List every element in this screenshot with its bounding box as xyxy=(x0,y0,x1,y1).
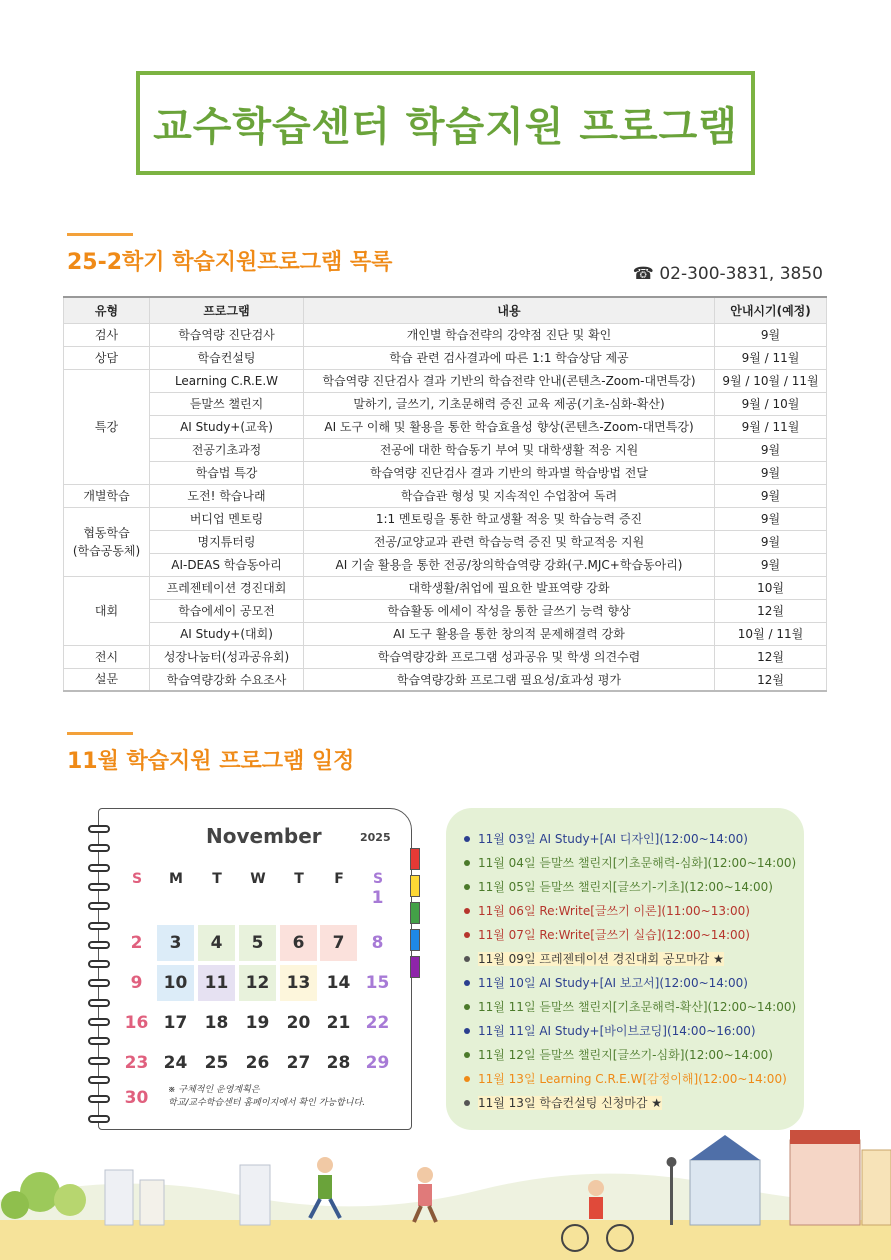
cell-content: 1:1 멘토링을 통한 학교생활 적응 및 학습능력 증진 xyxy=(304,507,715,530)
cell-period: 9월 xyxy=(715,323,827,346)
cell-period: 12월 xyxy=(715,668,827,691)
page-title: 교수학습센터 학습지원 프로그램 xyxy=(153,103,738,150)
header-type: 유형 xyxy=(64,297,150,323)
calendar-day: 17 xyxy=(163,1013,188,1033)
bullet-icon xyxy=(464,908,470,914)
schedule-item xyxy=(462,948,796,972)
calendar-year: 2025 xyxy=(360,831,391,844)
section1-title: 25-2학기 학습지원프로그램 목록 xyxy=(67,250,393,275)
table-row xyxy=(64,369,827,392)
spiral-ring xyxy=(88,1095,110,1103)
town-illustration xyxy=(0,1120,891,1260)
cell-period: 9월 xyxy=(715,553,827,576)
calendar-day: 2 xyxy=(130,933,143,953)
schedule-item xyxy=(462,1020,796,1044)
schedule-panel xyxy=(446,808,804,1130)
schedule-text: 11월 06일 Re:Write[글쓰기 이론](11:00~13:00) xyxy=(478,904,750,918)
table-row xyxy=(64,576,827,599)
header-period: 안내시기(예정) xyxy=(715,297,827,323)
schedule-text: 11월 13일 Learning C.R.E.W[감정이해](12:00~14:00) xyxy=(478,1072,787,1086)
table-row xyxy=(64,461,827,484)
cell-type: 특강 xyxy=(64,369,150,484)
notebook-tab xyxy=(410,875,420,897)
schedule-item xyxy=(462,1092,796,1116)
calendar-day: 29 xyxy=(365,1053,390,1073)
cell-program: 버디업 멘토링 xyxy=(150,507,304,530)
spiral-ring xyxy=(88,883,110,891)
table-row xyxy=(64,645,827,668)
calendar-day: 18 xyxy=(204,1013,229,1033)
calendar-day: 3 xyxy=(157,925,194,961)
spiral-ring xyxy=(88,844,110,852)
calendar-day: 23 xyxy=(124,1053,149,1073)
table-row xyxy=(64,346,827,369)
cell-type: 상담 xyxy=(64,346,150,369)
cell-program: 학습역량 진단검사 xyxy=(150,323,304,346)
cell-content: AI 도구 이해 및 활용을 통한 학습효율성 향상(콘텐츠-Zoom-대면특강) xyxy=(304,415,715,438)
cell-period: 9월 / 11월 xyxy=(715,415,827,438)
schedule-text: 11월 04일 듣말쓰 챌린지[기초문해력-심화](12:00~14:00) xyxy=(478,856,797,870)
calendar-day: 22 xyxy=(365,1013,390,1033)
calendar-day: 7 xyxy=(320,925,357,961)
schedule-item xyxy=(462,828,796,852)
cell-content: AI 기술 활용을 통한 전공/창의학습역량 강화(구.MJC+학습동아리) xyxy=(304,553,715,576)
calendar-day: 14 xyxy=(326,973,351,993)
table-row xyxy=(64,323,827,346)
spiral-ring xyxy=(88,1018,110,1026)
cell-program: 전공기초과정 xyxy=(150,438,304,461)
cell-program: Learning C.R.E.W xyxy=(150,369,304,392)
cell-content: AI 도구 활용을 통한 창의적 문제해결력 강화 xyxy=(304,622,715,645)
table-row xyxy=(64,507,827,530)
cell-content: 학습역량강화 프로그램 성과공유 및 학생 의견수렴 xyxy=(304,645,715,668)
calendar-day: 28 xyxy=(326,1053,351,1073)
bullet-icon xyxy=(464,956,470,962)
table-row xyxy=(64,484,827,507)
table-row xyxy=(64,530,827,553)
schedule-text: 11월 11일 듣말쓰 챌린지[기초문해력-확산](12:00~14:00) xyxy=(478,1000,797,1014)
bullet-icon xyxy=(464,1100,470,1106)
bullet-icon xyxy=(464,1004,470,1010)
bullet-icon xyxy=(464,884,470,890)
cell-program: AI-DEAS 학습동아리 xyxy=(150,553,304,576)
section-divider xyxy=(67,233,133,236)
cell-type: 개별학습 xyxy=(64,484,150,507)
bullet-icon xyxy=(464,1028,470,1034)
schedule-text: 11월 11일 AI Study+[바이브코딩](14:00~16:00) xyxy=(478,1024,756,1038)
cell-program: 듣말쓰 챌린지 xyxy=(150,392,304,415)
schedule-item xyxy=(462,996,796,1020)
phone-info xyxy=(633,264,823,284)
cell-program: 프레젠테이션 경진대회 xyxy=(150,576,304,599)
cell-program: 성장나눔터(성과공유회) xyxy=(150,645,304,668)
table-row xyxy=(64,392,827,415)
spiral-ring xyxy=(88,825,110,833)
cell-content: 학습역량 진단검사 결과 기반의 학습전략 안내(콘텐츠-Zoom-대면특강) xyxy=(304,369,715,392)
cell-content: 전공에 대한 학습동기 부여 및 대학생활 적응 지원 xyxy=(304,438,715,461)
cell-program: AI Study+(대회) xyxy=(150,622,304,645)
table-row xyxy=(64,553,827,576)
section-divider xyxy=(67,732,133,735)
calendar-note xyxy=(168,1084,365,1109)
calendar-day: 1 xyxy=(371,888,384,908)
spiral-ring xyxy=(88,960,110,968)
spiral-ring xyxy=(88,979,110,987)
calendar-day: 12 xyxy=(239,965,276,1001)
calendar-day: 20 xyxy=(286,1013,311,1033)
calendar-day: 4 xyxy=(198,925,235,961)
schedule-text: 11월 12일 듣말쓰 챌린지[글쓰기-심화](12:00~14:00) xyxy=(478,1048,773,1062)
weekday-label: F xyxy=(334,871,344,887)
cell-content: 말하기, 글쓰기, 기초문해력 증진 교육 제공(기초-심화-확산) xyxy=(304,392,715,415)
title-box xyxy=(136,71,755,175)
header-program: 프로그램 xyxy=(150,297,304,323)
calendar-day: 24 xyxy=(163,1053,188,1073)
header-content: 내용 xyxy=(304,297,715,323)
spiral-ring xyxy=(88,922,110,930)
spiral-ring xyxy=(88,864,110,872)
calendar-day: 25 xyxy=(204,1053,229,1073)
phone-icon: ☎ xyxy=(632,264,654,284)
cell-period: 9월 xyxy=(715,461,827,484)
spiral-ring xyxy=(88,1076,110,1084)
notebook-tab xyxy=(410,902,420,924)
cell-type: 설문 xyxy=(64,668,150,691)
schedule-item xyxy=(462,924,796,948)
cell-period: 9월 / 10월 xyxy=(715,392,827,415)
table-header-row xyxy=(64,297,827,323)
cell-content: 개인별 학습전략의 강약점 진단 및 확인 xyxy=(304,323,715,346)
weekday-label: M xyxy=(169,871,183,887)
cell-period: 9월 / 11월 xyxy=(715,346,827,369)
cell-period: 12월 xyxy=(715,599,827,622)
table-row xyxy=(64,438,827,461)
bullet-icon xyxy=(464,1076,470,1082)
weekday-label: T xyxy=(212,871,222,887)
calendar-day: 21 xyxy=(326,1013,351,1033)
schedule-text: 11월 05일 듣말쓰 챌린지[글쓰기-기초](12:00~14:00) xyxy=(478,880,773,894)
cell-period: 9월 xyxy=(715,484,827,507)
cell-content: 학습 관련 검사결과에 따른 1:1 학습상담 제공 xyxy=(304,346,715,369)
cell-period: 9월 xyxy=(715,530,827,553)
schedule-text: 11월 03일 AI Study+[AI 디자인](12:00~14:00) xyxy=(478,832,748,846)
schedule-list xyxy=(462,828,796,1116)
spiral-ring xyxy=(88,999,110,1007)
schedule-text: 11월 10일 AI Study+[AI 보고서](12:00~14:00) xyxy=(478,976,748,990)
table-row xyxy=(64,668,827,691)
calendar-note-line2: 학교/교수학습센터 홈페이지에서 확인 가능합니다. xyxy=(168,1097,366,1108)
spiral-ring xyxy=(88,902,110,910)
cell-period: 10월 / 11월 xyxy=(715,622,827,645)
cell-program: 명지튜터링 xyxy=(150,530,304,553)
notebook-tab xyxy=(410,848,420,870)
spiral-ring xyxy=(88,941,110,949)
bullet-icon xyxy=(464,860,470,866)
calendar-month: November xyxy=(206,824,322,848)
schedule-item xyxy=(462,1044,796,1068)
cell-type: 협동학습 (학습공동체) xyxy=(64,507,150,576)
cell-period: 12월 xyxy=(715,645,827,668)
cell-content: 학습역량강화 프로그램 필요성/효과성 평가 xyxy=(304,668,715,691)
calendar-day: 30 xyxy=(124,1088,149,1108)
cell-type: 전시 xyxy=(64,645,150,668)
weekday-label: W xyxy=(250,871,266,887)
calendar-note-line1: ※ 구체적인 운영계획은 xyxy=(168,1085,260,1095)
cell-content: 학습활동 에세이 작성을 통한 글쓰기 능력 향상 xyxy=(304,599,715,622)
spiral-ring xyxy=(88,1057,110,1065)
bullet-icon xyxy=(464,836,470,842)
calendar-day: 13 xyxy=(280,965,317,1001)
cell-content: 학습역량 진단검사 결과 기반의 학과별 학습방법 전달 xyxy=(304,461,715,484)
calendar-day: 15 xyxy=(365,973,390,993)
phone-number: 02-300-3831, 3850 xyxy=(659,264,823,284)
schedule-text: 11월 07일 Re:Write[글쓰기 실습](12:00~14:00) xyxy=(478,928,750,942)
program-table xyxy=(63,296,827,692)
schedule-text: 11월 13일 학습컨설팅 신청마감 ★ xyxy=(478,1096,663,1110)
cell-program: 학습역량강화 수요조사 xyxy=(150,668,304,691)
calendar-day: 11 xyxy=(198,965,235,1001)
schedule-item xyxy=(462,1068,796,1092)
calendar-day: 27 xyxy=(286,1053,311,1073)
cell-content: 전공/교양교과 관련 학습능력 증진 및 학교적응 지원 xyxy=(304,530,715,553)
weekday-label: T xyxy=(294,871,304,887)
bullet-icon xyxy=(464,1052,470,1058)
calendar-day: 19 xyxy=(245,1013,270,1033)
cell-program: 도전! 학습나래 xyxy=(150,484,304,507)
cell-period: 10월 xyxy=(715,576,827,599)
schedule-text: 11월 09일 프레젠테이션 경진대회 공모마감 ★ xyxy=(478,952,724,966)
spiral-ring xyxy=(88,1037,110,1045)
cell-program: 학습컨설팅 xyxy=(150,346,304,369)
cell-content: 학습습관 형성 및 지속적인 수업참여 독려 xyxy=(304,484,715,507)
cell-type: 대회 xyxy=(64,576,150,645)
cell-type: 검사 xyxy=(64,323,150,346)
cell-period: 9월 xyxy=(715,438,827,461)
table-row xyxy=(64,415,827,438)
cell-period: 9월 xyxy=(715,507,827,530)
table-row xyxy=(64,622,827,645)
schedule-item xyxy=(462,852,796,876)
cell-program: 학습에세이 공모전 xyxy=(150,599,304,622)
schedule-item xyxy=(462,972,796,996)
calendar-day: 6 xyxy=(280,925,317,961)
bullet-icon xyxy=(464,932,470,938)
schedule-item xyxy=(462,900,796,924)
cell-content: 대학생활/취업에 필요한 발표역량 강화 xyxy=(304,576,715,599)
calendar-day: 26 xyxy=(245,1053,270,1073)
section2-title: 11월 학습지원 프로그램 일정 xyxy=(67,749,355,774)
bullet-icon xyxy=(464,980,470,986)
weekday-label: S xyxy=(372,871,384,887)
calendar-day: 5 xyxy=(239,925,276,961)
weekday-label: S xyxy=(131,871,143,887)
notebook-tab xyxy=(410,956,420,978)
table-row xyxy=(64,599,827,622)
cell-period: 9월 / 10월 / 11월 xyxy=(715,369,827,392)
schedule-item xyxy=(462,876,796,900)
calendar-day: 10 xyxy=(157,965,194,1001)
cell-program: 학습법 특강 xyxy=(150,461,304,484)
cell-program: AI Study+(교육) xyxy=(150,415,304,438)
notebook-tab xyxy=(410,929,420,951)
calendar-day: 9 xyxy=(130,973,143,993)
calendar-day: 16 xyxy=(124,1013,149,1033)
calendar-day: 8 xyxy=(371,933,384,953)
